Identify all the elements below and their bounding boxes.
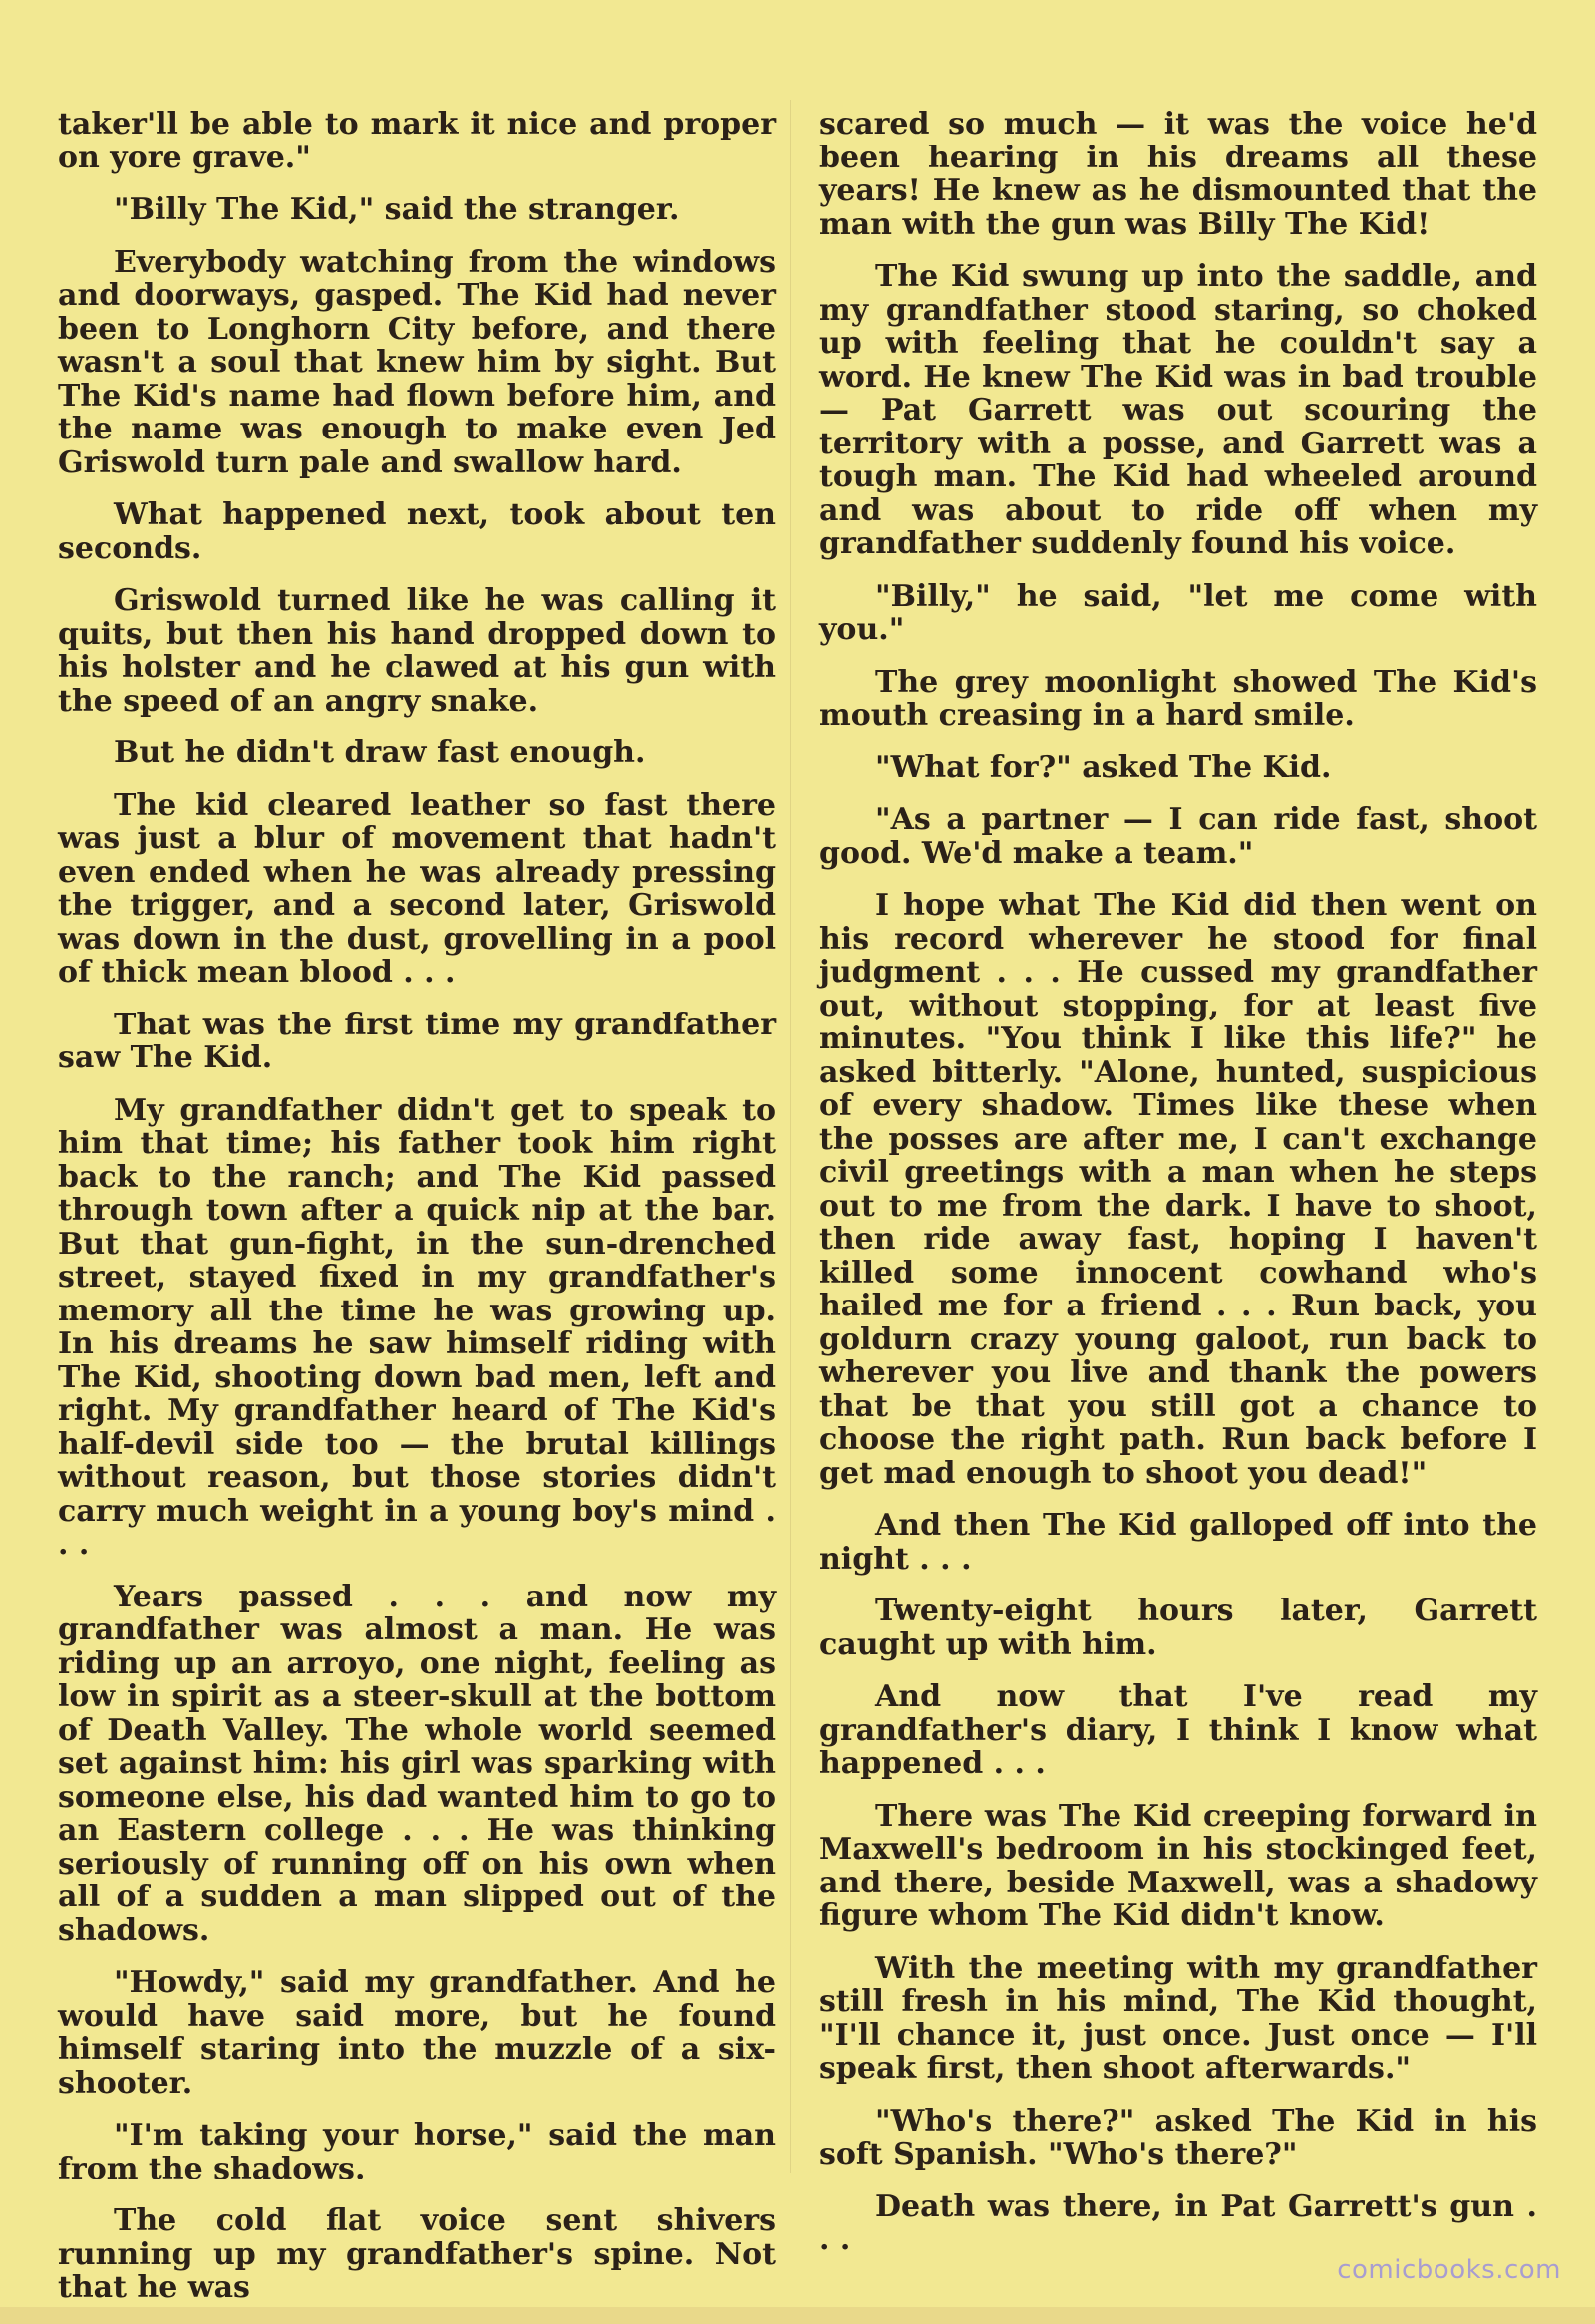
paragraph: I hope what The Kid did then went on his record wherever he stood for final judgment . . . He cussed my grandfather out, without stopping, for at least five minutes. "You think I like this life?" he asked bitterly. "Alone, hunted, suspicious of every shadow. Times like these when the posses are after me, I can't exchange civil greetings with a man when he steps out to me from the dark. I have to shoot, then ride away fast, hoping I haven't killed some innocent cowhand who's hailed me for a friend . . . Run back, you goldurn crazy young galoot, run back to wherever you live and thank the powers that be that you still got a chance to choose the right path. Run back before I get mad enough to shoot you dead!" [819,888,1537,1491]
paragraph: Everybody watching from the windows and doorways, gasped. The Kid had never been to Longhorn City before, and there wasn't a soul that knew him by sight. But The Kid's name had flown before him, and the name was enough to make even Jed Griswold turn pale and swallow hard. [58,244,776,480]
paragraph: taker'll be able to mark it nice and proper on yore grave." [58,107,776,175]
paragraph: The grey moonlight showed The Kid's mouth creasing in a hard smile. [819,664,1537,732]
paragraph: "As a partner — I can ride fast, shoot good. We'd make a team." [819,802,1537,871]
paragraph: But he didn't draw fast enough. [114,735,646,770]
paragraph: "What for?" asked The Kid. [875,749,1332,785]
paragraph: Death was there, in Pat Garrett's gun . . . [819,2188,1537,2257]
paragraph: What happened next, took about ten seconds. [58,497,776,566]
paragraph: Twenty-eight hours later, Garrett caught up with him. [819,1594,1537,1662]
paragraph: Years passed . . . and now my grandfather was almost a man. He was riding up an arroyo, one night, feeling as low in spirit as a steer-skull at the bottom of Death Valley. The whole world seemed set against him: his girl was sparking with someone else, his dad wanted him to go to an Eastern college . . . He was thinking seriously of running off on his own when all of a sudden a man slipped out of the shadows. [58,1579,776,1948]
paragraph: "I'm taking your horse," said the man from the shadows. [58,2118,776,2186]
paragraph: With the meeting with my grandfather still fresh in his mind, The Kid thought, "I'll chance it, just once. Just once — I'll speak first, then shoot afterwards." [819,1950,1537,2086]
right-column [819,108,1537,2276]
watermark: comicbooks.com [1337,2255,1561,2285]
paragraph: The cold flat voice sent shivers running up my grandfather's spine. Not that he was [58,2203,776,2305]
paragraph: The kid cleared leather so fast there was just a blur of movement that hadn't even ended when he was already pressing the trigger, and a second later, Griswold was down in the dust, grovelling in a pool of thick mean blood . . . [58,787,776,990]
paragraph: The Kid swung up into the saddle, and my grandfather stood staring, so choked up with feeling that he couldn't say a word. He knew The Kid was in bad trouble — Pat Garrett was out scouring the territory with a posse, and Garrett was a tough man. The Kid had wheeled around and was about to ride off when my grandfather suddenly found his voice. [819,259,1537,561]
paragraph: That was the first time my grandfather saw The Kid. [58,1007,776,1075]
paragraph: scared so much — it was the voice he'd been hearing in his dreams all these years! He knew as he dismounted that the man with the gun was Billy The Kid! [819,107,1537,242]
paragraph: My grandfather didn't get to speak to him that time; his father took him right back to the ranch; and The Kid passed through town after a quick nip at the bar. But that gun-fight, in the sun-drenched street, stayed fixed in my grandfather's memory all the time he was growing up. In his dreams he saw himself riding with The Kid, shooting down bad men, left and right. My grandfather heard of The Kid's half-devil side too — the brutal killings without reason, but those stories didn't carry much weight in a young boy's mind . . . [58,1092,776,1562]
paragraph: "Billy The Kid," said the stranger. [114,192,680,227]
column-divider [790,100,791,2173]
paragraph: Griswold turned like he was calling it quits, but then his hand dropped down to his holster and he clawed at his gun with the speed of an angry snake. [58,583,776,719]
paragraph: There was The Kid creeping forward in Maxwell's bedroom in his stockinged feet, and there, beside Maxwell, was a shadowy figure whom The Kid didn't know. [819,1798,1537,1933]
left-column [58,108,776,2324]
paragraph: "Billy," he said, "let me come with you." [819,578,1537,647]
paragraph: And now that I've read my grandfather's diary, I think I know what happened . . . [819,1679,1537,1781]
paragraph: And then The Kid galloped off into the night . . . [819,1508,1537,1577]
paragraph: "Who's there?" asked The Kid in his soft Spanish. "Who's there?" [819,2103,1537,2172]
paragraph: "Howdy," said my grandfather. And he would have said more, but he found himself staring into the muzzle of a six-shooter. [58,1965,776,2101]
